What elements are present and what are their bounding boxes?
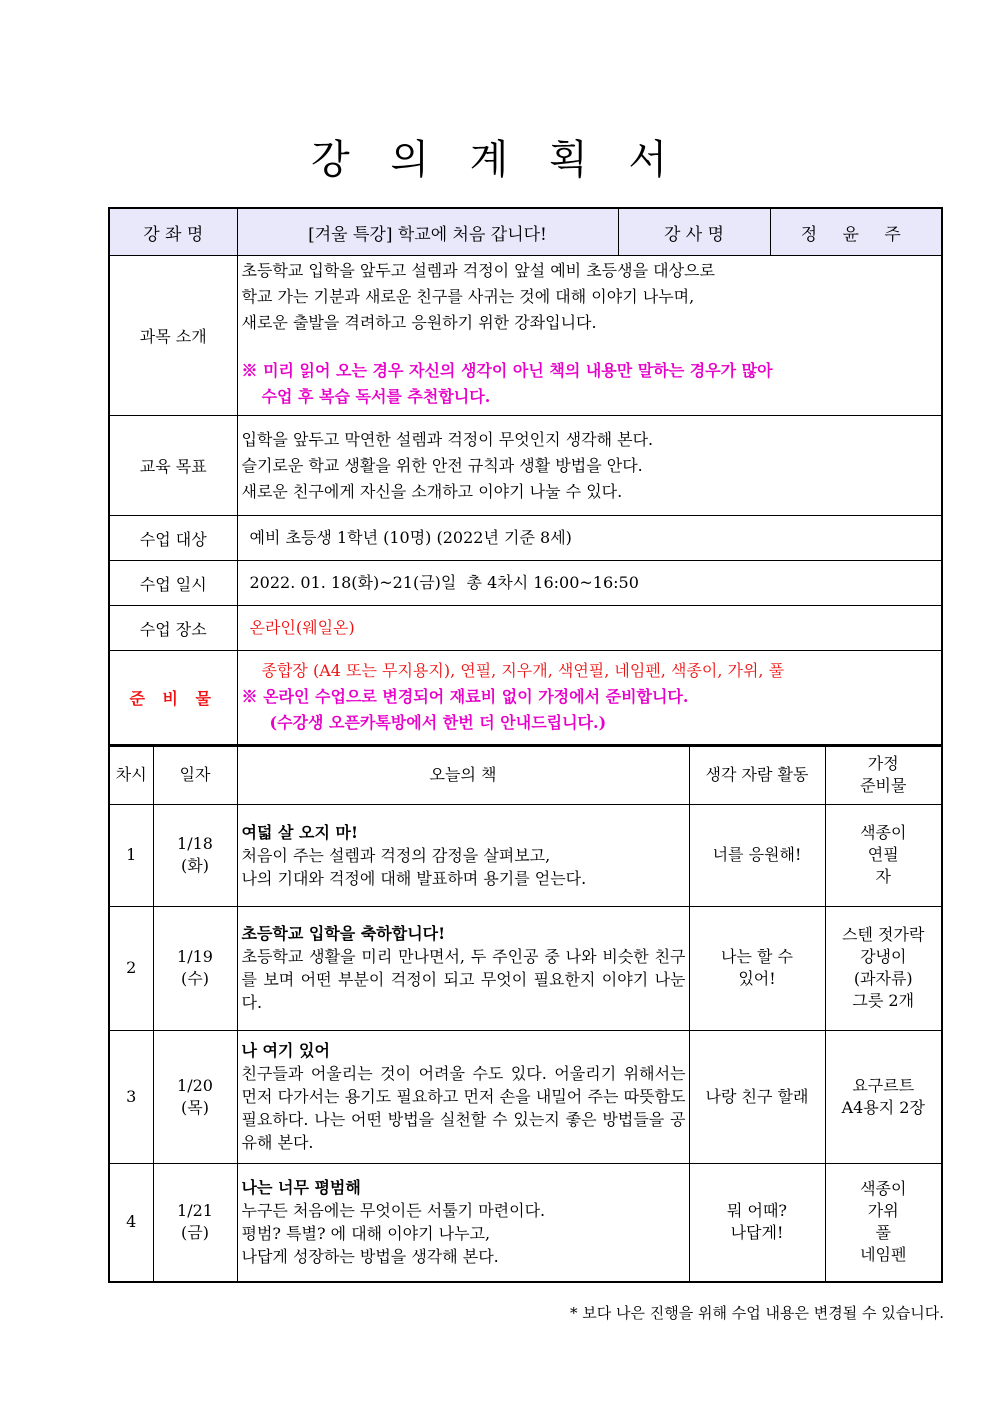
session-row: [109, 1163, 942, 1282]
session-day: (수): [181, 969, 209, 988]
prep-item: 그릇 2개: [852, 991, 915, 1010]
intro-line: 학교 가는 기분과 새로운 친구를 사귀는 것에 대해 이야기 나누며,: [241, 287, 695, 306]
col-no-header: 차시: [109, 746, 153, 804]
session-prep: [825, 906, 942, 1030]
activity-line: 나답게!: [730, 1223, 784, 1243]
session-date-value: 1/18: [177, 834, 213, 853]
col-date-header: 일자: [153, 746, 237, 804]
prep-item: (과자류): [853, 969, 913, 988]
book-desc-line: 초등학교 생활을 미리 만나면서, 두 주인공 중 나와 비슷한 친구를 보며 어떤 부분이 걱정이 되고 무엇이 필요한지 이야기 나눈다.: [241, 947, 686, 1012]
prep-item: 연필: [867, 845, 899, 864]
session-day: (금): [181, 1223, 209, 1243]
session-prep: [825, 804, 942, 906]
session-activity: [689, 804, 825, 906]
session-date: [153, 1163, 237, 1282]
course-header-row: [109, 208, 942, 256]
materials-row: [109, 651, 942, 745]
session-day: (목): [181, 1097, 209, 1117]
goal-line: 새로운 친구에게 자신을 소개하고 이야기 나눌 수 있다.: [241, 481, 623, 501]
page-title: 강 의 계 획 서: [310, 137, 682, 183]
session-no: 3: [109, 1030, 153, 1163]
place-value: 온라인(웨일온): [237, 606, 942, 651]
session-day: (화): [181, 856, 209, 875]
prep-item: 가위: [867, 1201, 899, 1221]
book-desc-line: 평범? 특별? 에 대해 이야기 나누고,: [241, 1224, 491, 1244]
session-book: [237, 1163, 689, 1282]
session-prep: [825, 1030, 942, 1163]
prep-item: 네임펜: [860, 1245, 907, 1265]
intro-label: 과목 소개: [109, 256, 237, 416]
intro-content: [237, 256, 942, 416]
footnote: * 보다 나은 진행을 위해 수업 내용은 변경될 수 있습니다.: [570, 1304, 944, 1322]
session-book: [237, 804, 689, 906]
instructor-label: 강 사 명: [618, 208, 770, 256]
prep-item: 강냉이: [860, 947, 907, 966]
course-name: [겨울 특강] 학교에 처음 갑니다!: [237, 208, 618, 256]
session-book: [237, 906, 689, 1030]
goal-line: 입학을 앞두고 막연한 설렘과 걱정이 무엇인지 생각해 본다.: [241, 429, 654, 449]
session-date: [153, 906, 237, 1030]
session-date: [153, 1030, 237, 1163]
session-row: [109, 906, 942, 1030]
session-activity: [689, 1030, 825, 1163]
session-no: 4: [109, 1163, 153, 1282]
intro-line: 초등학교 입학을 앞두고 설렘과 걱정이 앞설 예비 초등생을 대상으로: [241, 261, 715, 280]
materials-content: [237, 651, 942, 745]
prep-item: 스텐 젓가락: [842, 925, 925, 944]
col-activity-header: 생각 자람 활동: [689, 746, 825, 804]
goal-row: [109, 416, 942, 516]
book-desc-line: 처음이 주는 설렘과 걱정의 감정을 살펴보고,: [241, 845, 551, 865]
prep-item: 풀: [875, 1223, 891, 1243]
session-no: 1: [109, 804, 153, 906]
materials-note: (수강생 오픈카톡방에서 한번 더 안내드립니다.): [269, 713, 607, 733]
materials-list: 종합장 (A4 또는 무지용지), 연필, 지우개, 색연필, 네임펜, 색종이, 가위, 풀: [261, 661, 785, 681]
materials-label: 준 비 물: [109, 651, 237, 745]
col-book-header: 오늘의 책: [237, 746, 689, 804]
target-label: 수업 대상: [109, 516, 237, 561]
intro-note: 수업 후 복습 독서를 추천합니다.: [261, 387, 491, 406]
instructor-name: 정 윤 주: [770, 208, 942, 256]
target-row: [109, 516, 942, 561]
activity-line: 나는 할 수: [721, 947, 793, 966]
book-desc-line: 나의 기대와 걱정에 대해 발표하며 용기를 얻는다.: [241, 868, 587, 888]
sessions-table: [108, 745, 943, 1283]
goal-line: 슬기로운 학교 생활을 위한 안전 규칙과 생활 방법을 안다.: [241, 455, 643, 475]
schedule-row: [109, 561, 942, 606]
activity-line: 너를 응원해!: [712, 845, 802, 864]
prep-item: A4용지 2장: [841, 1097, 925, 1117]
goal-content: [237, 416, 942, 516]
prep-item: 자: [875, 867, 891, 886]
session-row: [109, 1030, 942, 1163]
prep-item: 요구르트: [852, 1075, 915, 1095]
session-book: [237, 1030, 689, 1163]
intro-row: [109, 256, 942, 416]
schedule-label: 수업 일시: [109, 561, 237, 606]
col-prep-header-line: 가정: [867, 754, 899, 774]
session-prep: [825, 1163, 942, 1282]
prep-item: 색종이: [860, 1179, 907, 1199]
goal-label: 교육 목표: [109, 416, 237, 516]
target-value: 예비 초등생 1학년 (10명) (2022년 기준 8세): [237, 516, 942, 561]
session-date-value: 1/21: [177, 1201, 213, 1221]
session-activity: [689, 906, 825, 1030]
activity-line: 뭐 어때?: [726, 1201, 788, 1221]
place-row: [109, 606, 942, 651]
session-row: [109, 804, 942, 906]
book-desc-line: 친구들과 어울리는 것이 어려울 수도 있다. 어울리기 위해서는 먼저 다가서는 용기도 필요하고 먼저 손을 내밀어 주는 따뜻함도 필요하다. 나는 어떤 방법을 실천할 수 있는지 좋은 방법들을 공유해 본다.: [241, 1064, 686, 1152]
session-date: [153, 804, 237, 906]
book-title: 초등학교 입학을 축하합니다!: [241, 924, 446, 943]
book-desc-line: 누구든 처음에는 무엇이든 서툴기 마련이다.: [241, 1201, 546, 1221]
session-activity: [689, 1163, 825, 1282]
book-desc-line: 나답게 성장하는 방법을 생각해 본다.: [241, 1247, 499, 1267]
session-date-value: 1/20: [177, 1075, 213, 1095]
course-label: 강 좌 명: [109, 208, 237, 256]
activity-line: 나랑 친구 할래: [705, 1086, 809, 1106]
book-title: 여덟 살 오지 마!: [241, 822, 358, 842]
col-prep-header-line: 준비물: [860, 776, 907, 796]
sessions-header-row: [109, 746, 942, 804]
book-title: 나는 너무 평범해: [241, 1178, 361, 1198]
session-no: 2: [109, 906, 153, 1030]
intro-line: 새로운 출발을 격려하고 응원하기 위한 강좌입니다.: [241, 313, 597, 332]
intro-note: ※ 미리 읽어 오는 경우 자신의 생각이 아닌 책의 내용만 말하는 경우가 많아: [241, 361, 773, 380]
materials-note: ※ 온라인 수업으로 변경되어 재료비 없이 가정에서 준비합니다.: [241, 687, 689, 707]
prep-item: 색종이: [860, 823, 907, 842]
book-title: 나 여기 있어: [241, 1041, 330, 1060]
place-label: 수업 장소: [109, 606, 237, 651]
course-info-table: [108, 207, 943, 746]
activity-line: 있어!: [738, 969, 776, 988]
schedule-value: 2022. 01. 18(화)~21(금)일 총 4차시 16:00~16:50: [237, 561, 942, 606]
session-date-value: 1/19: [177, 947, 213, 966]
col-prep-header: [825, 746, 942, 804]
